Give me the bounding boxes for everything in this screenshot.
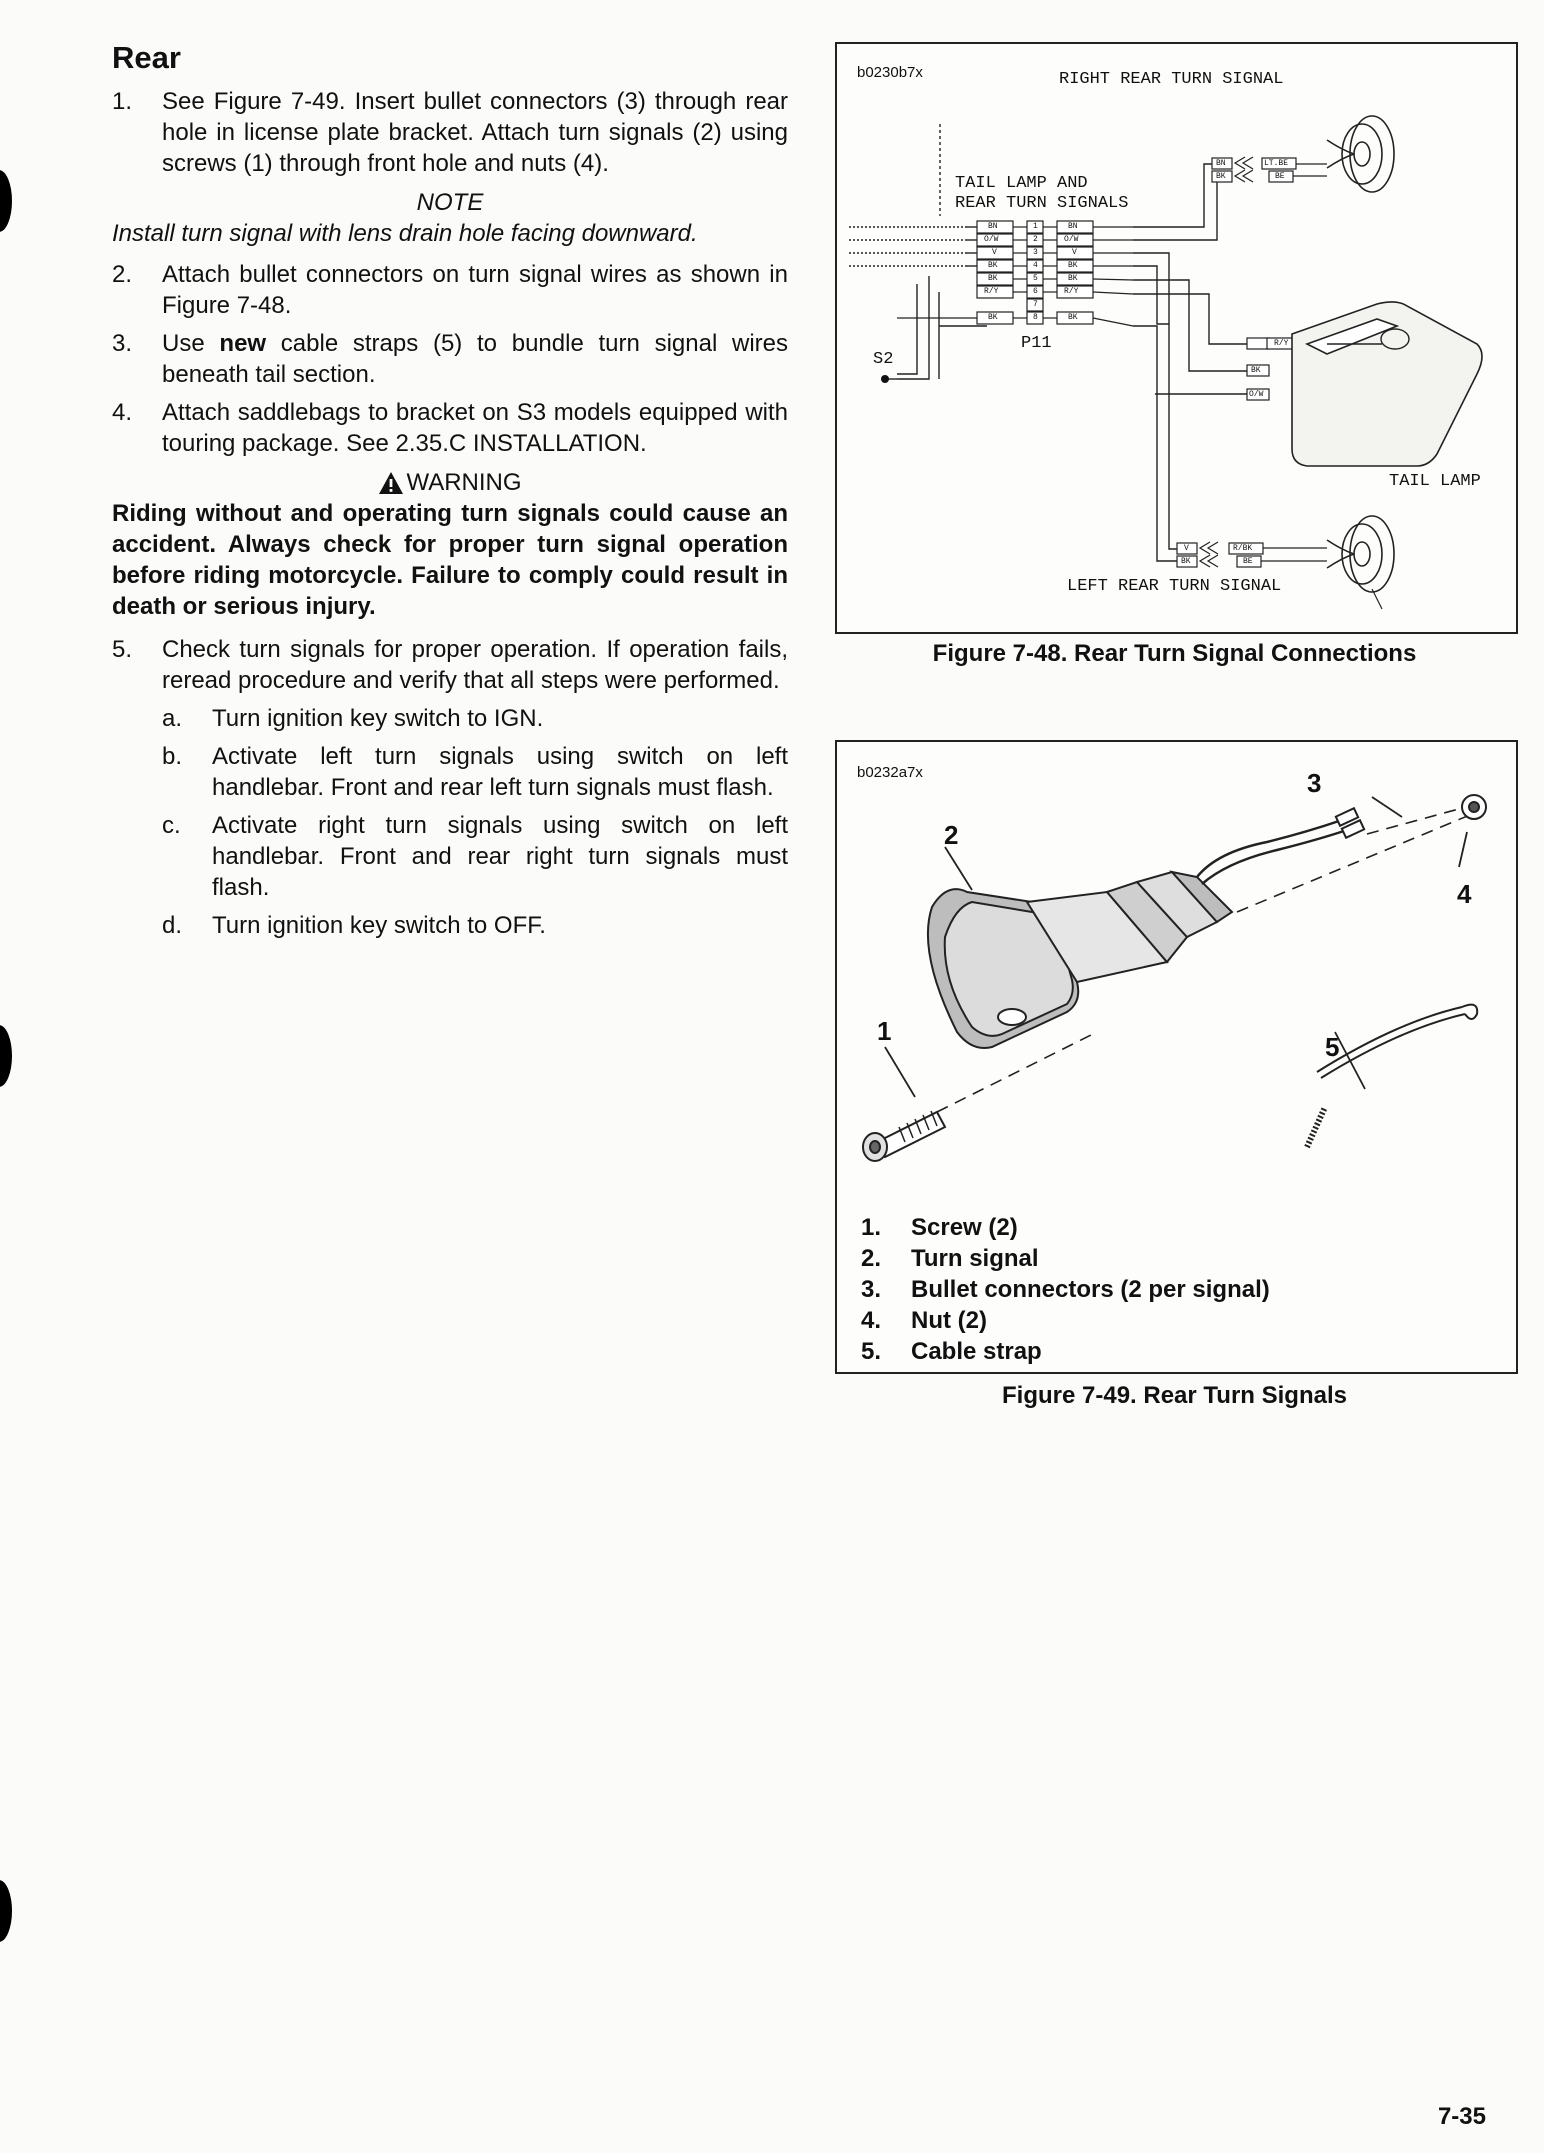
rear-turn-signal-figure xyxy=(835,740,1518,1374)
pin-number: 4 xyxy=(1033,261,1038,270)
step-text: See Figure 7-49. Insert bullet connectors (3) through rear hole in license plate bracket. Attach turn signals (2) using screws (1) through front hole and nuts (4). xyxy=(162,88,788,177)
step-number: 1. xyxy=(112,88,133,115)
substep-letter: a. xyxy=(162,705,183,732)
wire-code: R/BK xyxy=(1233,544,1253,553)
wire-code: R/Y xyxy=(984,287,999,296)
legend-text: Screw (2) xyxy=(911,1214,1018,1241)
exploded-view-drawing xyxy=(837,742,1516,1182)
legend-item xyxy=(861,1305,1270,1336)
substep-text: Activate right turn signals using switch on left handlebar. Front and rear right turn signals must flash. xyxy=(212,812,788,901)
callout-2: 2 xyxy=(944,820,959,850)
wire-code: O/W xyxy=(1064,235,1079,244)
step-text: Check turn signals for proper operation. If operation fails, reread procedure and verify that all steps were performed. xyxy=(162,636,788,694)
callout-4: 4 xyxy=(1457,879,1472,909)
wire-code: O/W xyxy=(984,235,999,244)
wire-code: BK xyxy=(1068,313,1078,322)
connector-label: P11 xyxy=(1021,334,1052,353)
legend-number: 5. xyxy=(861,1338,882,1365)
callout-1: 1 xyxy=(877,1016,892,1046)
legend-number: 1. xyxy=(861,1214,882,1241)
figure-7-49-caption: Figure 7-49. Rear Turn Signals xyxy=(1002,1382,1347,1409)
legend-item xyxy=(861,1336,1270,1367)
wire-code: R/Y xyxy=(1064,287,1079,296)
right-turn-signal-label: RIGHT REAR TURN SIGNAL xyxy=(1059,70,1284,89)
pin-number: 7 xyxy=(1033,300,1038,309)
step-text-post: cable straps (5) to bundle turn signal wires beneath tail section. xyxy=(162,330,788,388)
legend-item xyxy=(861,1212,1270,1243)
step-text: Attach bullet connectors on turn signal wires as shown in Figure 7-48. xyxy=(162,261,788,319)
substep-text: Activate left turn signals using switch on left handlebar. Front and rear left turn signals must flash. xyxy=(212,743,788,801)
substep-letter: d. xyxy=(162,912,183,939)
step-number: 2. xyxy=(112,261,133,288)
ground-label: S2 xyxy=(873,350,894,369)
wire-code: BN xyxy=(1216,159,1226,168)
legend-item xyxy=(861,1274,1270,1305)
wiring-diagram-figure xyxy=(835,42,1518,634)
callout-3: 3 xyxy=(1307,768,1322,798)
note-title: NOTE xyxy=(416,189,484,216)
tail-lamp-label: TAIL LAMP xyxy=(1389,472,1481,491)
figure-id: b0230b7x xyxy=(857,64,923,81)
wiring-diagram xyxy=(837,44,1516,632)
instructions-column xyxy=(112,40,788,948)
pin-number: 8 xyxy=(1033,313,1038,322)
warning-header xyxy=(112,467,788,498)
pin-number: 1 xyxy=(1033,222,1038,231)
wire-code: LT.BE xyxy=(1264,159,1289,168)
wire-code: BK xyxy=(1068,274,1078,283)
wire-code: BE xyxy=(1243,557,1253,566)
callout-5: 5 xyxy=(1325,1032,1340,1062)
tail-and-turn-label-line1: TAIL LAMP AND xyxy=(955,174,1088,193)
wire-code: R/Y xyxy=(1274,339,1289,348)
substep-d xyxy=(112,910,788,941)
wire-code: V xyxy=(1184,544,1189,553)
wire-code: BE xyxy=(1275,172,1285,181)
step-2 xyxy=(112,259,788,321)
substep-a xyxy=(112,703,788,734)
wire-code: BK xyxy=(988,261,998,270)
wire-code: BN xyxy=(988,222,998,231)
wire-code: BK xyxy=(988,313,998,322)
step-number: 5. xyxy=(112,636,133,663)
step-text-pre: Use xyxy=(162,330,220,357)
warning-title: WARNING xyxy=(406,469,522,496)
substep-letter: b. xyxy=(162,743,183,770)
figure-id: b0232a7x xyxy=(857,764,923,781)
wire-code: BK xyxy=(1181,557,1191,566)
step-text: Attach saddlebags to bracket on S3 models equipped with touring package. See 2.35.C INSTALLATION. xyxy=(162,399,788,457)
wire-code: V xyxy=(992,248,997,257)
step-3 xyxy=(112,328,788,390)
section-title: Rear xyxy=(112,40,181,75)
legend-number: 3. xyxy=(861,1276,882,1303)
warning-text: Riding without and operating turn signals could cause an accident. Always check for proper turn signal operation before riding motorcycle. Failure to comply could result in death or serious injury. xyxy=(112,500,788,620)
step-text-bold: new xyxy=(219,330,267,357)
wire-code: BK xyxy=(1068,261,1078,270)
substep-text: Turn ignition key switch to IGN. xyxy=(212,705,544,732)
legend-text: Bullet connectors (2 per signal) xyxy=(911,1276,1270,1303)
legend-item xyxy=(861,1243,1270,1274)
legend-text: Nut (2) xyxy=(911,1307,987,1334)
step-1 xyxy=(112,86,788,179)
warning-triangle-icon xyxy=(378,471,404,495)
step-5 xyxy=(112,634,788,696)
binder-hole xyxy=(0,1025,12,1087)
wire-code: BN xyxy=(1068,222,1078,231)
parts-legend xyxy=(861,1212,1270,1367)
step-4 xyxy=(112,397,788,459)
wire-code: O/W xyxy=(1249,390,1264,399)
wire-code: V xyxy=(1072,248,1077,257)
substep-b xyxy=(112,741,788,803)
substep-letter: c. xyxy=(162,812,181,839)
substep-c xyxy=(112,810,788,903)
note-text: Install turn signal with lens drain hole facing downward. xyxy=(112,220,698,247)
pin-number: 2 xyxy=(1033,235,1038,244)
pin-number: 3 xyxy=(1033,248,1038,257)
wire-code: BK xyxy=(1216,172,1226,181)
pin-number: 6 xyxy=(1033,287,1038,296)
pin-number: 5 xyxy=(1033,274,1038,283)
wire-code: BK xyxy=(1251,366,1261,375)
substep-text: Turn ignition key switch to OFF. xyxy=(212,912,546,939)
tail-and-turn-label-line2: REAR TURN SIGNALS xyxy=(955,194,1129,213)
legend-number: 2. xyxy=(861,1245,882,1272)
binder-hole xyxy=(0,1880,12,1942)
step-number: 4. xyxy=(112,399,133,426)
legend-text: Turn signal xyxy=(911,1245,1039,1272)
binder-hole xyxy=(0,170,12,232)
wire-code: BK xyxy=(988,274,998,283)
figure-7-48-caption: Figure 7-48. Rear Turn Signal Connections xyxy=(932,640,1417,667)
left-turn-signal-label: LEFT REAR TURN SIGNAL xyxy=(1067,577,1282,596)
page-number: 7-35 xyxy=(1437,2103,1486,2130)
legend-number: 4. xyxy=(861,1307,882,1334)
legend-text: Cable strap xyxy=(911,1338,1042,1365)
step-number: 3. xyxy=(112,330,133,357)
